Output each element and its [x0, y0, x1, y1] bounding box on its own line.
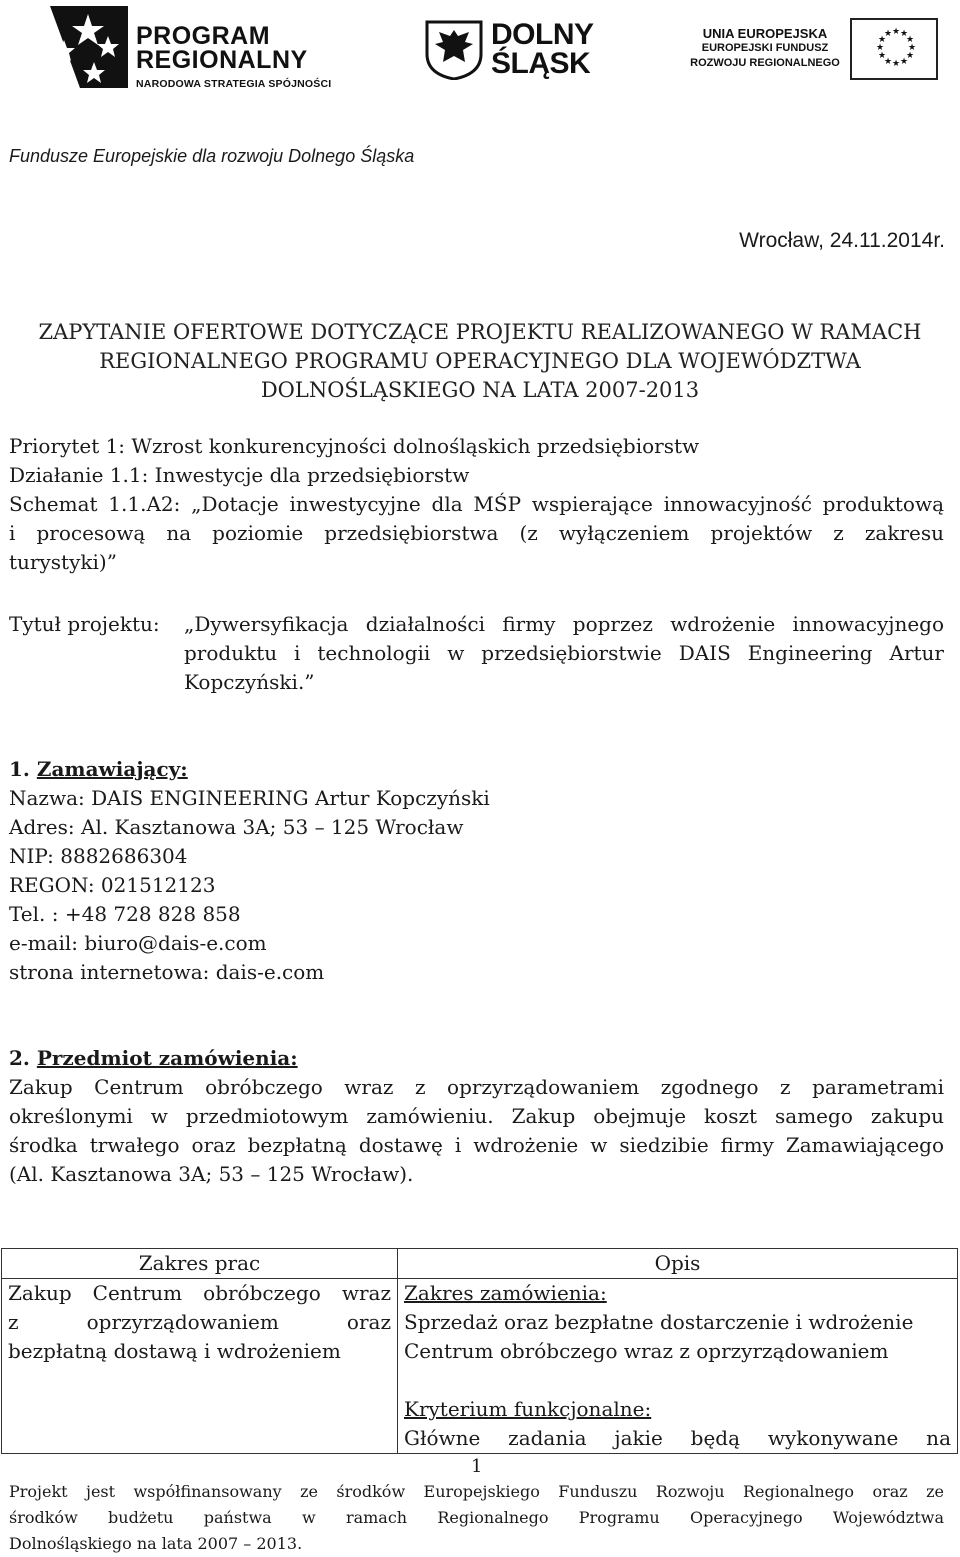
- contact-email: e-mail: biuro@dais-e.com: [9, 931, 267, 955]
- contact-nip: NIP: 8882686304: [9, 844, 188, 868]
- svg-text:★: ★: [884, 29, 893, 39]
- section-heading: [9, 755, 944, 784]
- project-title-line: produktu i technologii w przedsiębiorstwie DAIS Engineering Artur: [184, 641, 944, 665]
- eagle-crest-icon: [425, 20, 483, 80]
- table-cell-scope: [2, 1279, 398, 1454]
- stars-emblem-icon: [50, 6, 132, 92]
- eu-logo: [680, 18, 940, 82]
- table-header-row: [2, 1249, 958, 1279]
- logo-line-rozwoju: ROZWOJU REGIONALNEGO: [690, 57, 840, 69]
- cell-line: Centrum obróbczego wraz z oprzyrządowaniem: [404, 1339, 889, 1363]
- svg-text:★: ★: [878, 35, 887, 45]
- table-header-zakres: Zakres prac: [2, 1249, 398, 1279]
- footer-line: Dolnośląskiego na lata 2007 – 2013.: [9, 1534, 303, 1553]
- svg-text:★: ★: [892, 59, 901, 69]
- contact-phone: Tel. : +48 728 828 858: [9, 902, 241, 926]
- section-number: 2.: [9, 1046, 30, 1070]
- zakres-label: Zakres zamówienia:: [404, 1281, 607, 1305]
- program-regionalny-logo: [50, 6, 350, 94]
- cell-line: Główne zadania jakie będą wykonywane na: [404, 1426, 951, 1450]
- page-number: 1: [471, 1456, 483, 1477]
- cell-line: z oprzyrządowaniem oraz: [8, 1310, 391, 1334]
- title-line: ZAPYTANIE OFERTOWE DOTYCZĄCE PROJEKTU REALIZOWANEGO W RAMACH: [38, 320, 922, 344]
- logo-line-regionalny: REGIONALNY: [136, 46, 308, 74]
- section-heading-text: Przedmiot zamówienia:: [36, 1046, 298, 1070]
- logo-subline: NARODOWA STRATEGIA SPÓJNOŚCI: [136, 78, 332, 90]
- svg-text:★: ★: [876, 43, 885, 53]
- cell-line: Zakup Centrum obróbczego wraz: [8, 1281, 391, 1305]
- document-title: [0, 318, 960, 405]
- contact-name: Nazwa: DAIS ENGINEERING Artur Kopczyński: [9, 786, 490, 810]
- logo-line-fundusz: EUROPEJSKI FUNDUSZ: [701, 42, 829, 54]
- svg-text:★: ★: [878, 51, 887, 61]
- title-line: REGIONALNEGO PROGRAMU OPERACYJNEGO DLA WOJEWÓDZTWA: [99, 349, 861, 373]
- logo-line-unia: UNIA EUROPEJSKA: [702, 26, 828, 41]
- section-heading-text: Zamawiający:: [36, 757, 188, 781]
- svg-text:★: ★: [884, 57, 893, 67]
- svg-text:★: ★: [906, 51, 915, 61]
- table-header-opis: Opis: [398, 1249, 958, 1279]
- svg-text:★: ★: [906, 35, 915, 45]
- paragraph-line: określonymi w przedmiotowym zamówieniu. Zakup obejmuje koszt samego zakupu: [9, 1104, 944, 1128]
- section-przedmiot: [9, 1044, 944, 1189]
- footer-line: Projekt jest współfinansowany ze środków Europejskiego Funduszu Rozwoju Regionalnego oraz ze: [9, 1482, 944, 1501]
- svg-text:★: ★: [892, 27, 901, 37]
- svg-text:★: ★: [900, 57, 909, 67]
- dzialanie-line: Działanie 1.1: Inwestycje dla przedsiębiorstw: [9, 463, 470, 487]
- program-info: [9, 432, 944, 577]
- dolny-slask-logo: [425, 20, 615, 80]
- kryterium-label: Kryterium funkcjonalne:: [404, 1397, 652, 1421]
- scope-table: [1, 1248, 958, 1454]
- contact-regon: REGON: 021512123: [9, 873, 216, 897]
- funds-tagline: Fundusze Europejskie dla rozwoju Dolnego Śląska: [9, 146, 415, 166]
- contact-address: Adres: Al. Kasztanowa 3A; 53 – 125 Wrocław: [9, 815, 464, 839]
- eu-flag-icon: [850, 18, 938, 80]
- svg-text:★: ★: [900, 29, 909, 39]
- logo-line-slask: ŚLĄSK: [491, 47, 591, 80]
- footer: [9, 1479, 944, 1557]
- contact-website: strona internetowa: dais-e.com: [9, 960, 325, 984]
- cell-line: Sprzedaż oraz bezpłatne dostarczenie i wdrożenie: [404, 1310, 914, 1334]
- section-heading: [9, 1044, 944, 1073]
- project-title-label: Tytuł projektu:: [9, 612, 160, 636]
- paragraph-line: środka trwałego oraz bezpłatną dostawę i wdrożenie w siedzibie firmy Zamawiającego: [9, 1133, 944, 1157]
- priorytet-line: Priorytet 1: Wzrost konkurencyjności dolnośląskich przedsiębiorstw: [9, 434, 700, 458]
- title-line: DOLNOŚLĄSKIEGO NA LATA 2007-2013: [260, 378, 700, 402]
- paragraph-line: Zakup Centrum obróbczego wraz z oprzyrządowaniem zgodnego z parametrami: [9, 1075, 944, 1099]
- project-title-line: „Dywersyfikacja działalności firmy poprzez wdrożenie innowacyjnego: [184, 612, 944, 636]
- svg-text:★: ★: [908, 43, 917, 53]
- logo-line-dolny: DOLNY: [491, 18, 594, 51]
- document-date: Wrocław, 24.11.2014r.: [739, 229, 945, 252]
- schemat-line: turystyki)”: [9, 550, 117, 574]
- schemat-line: Schemat 1.1.A2: „Dotacje inwestycyjne dla MŚP wspierające innowacyjność produktową: [9, 492, 944, 516]
- logo-line-program: PROGRAM: [136, 22, 271, 50]
- section-number: 1.: [9, 757, 30, 781]
- table-cell-description: [398, 1279, 958, 1454]
- schemat-line: i procesową na poziomie przedsiębiorstwa (z wyłączeniem projektów z zakresu: [9, 521, 944, 545]
- section-zamawiajacy: [9, 755, 944, 987]
- table-row: [2, 1279, 958, 1454]
- paragraph-line: (Al. Kasztanowa 3A; 53 – 125 Wrocław).: [9, 1162, 414, 1186]
- project-title: [184, 610, 944, 697]
- footer-line: środków budżetu państwa w ramach Regionalnego Programu Operacyjnego Województwa: [9, 1508, 944, 1527]
- project-title-line: Kopczyński.”: [184, 670, 315, 694]
- cell-line: bezpłatną dostawą i wdrożeniem: [8, 1339, 341, 1363]
